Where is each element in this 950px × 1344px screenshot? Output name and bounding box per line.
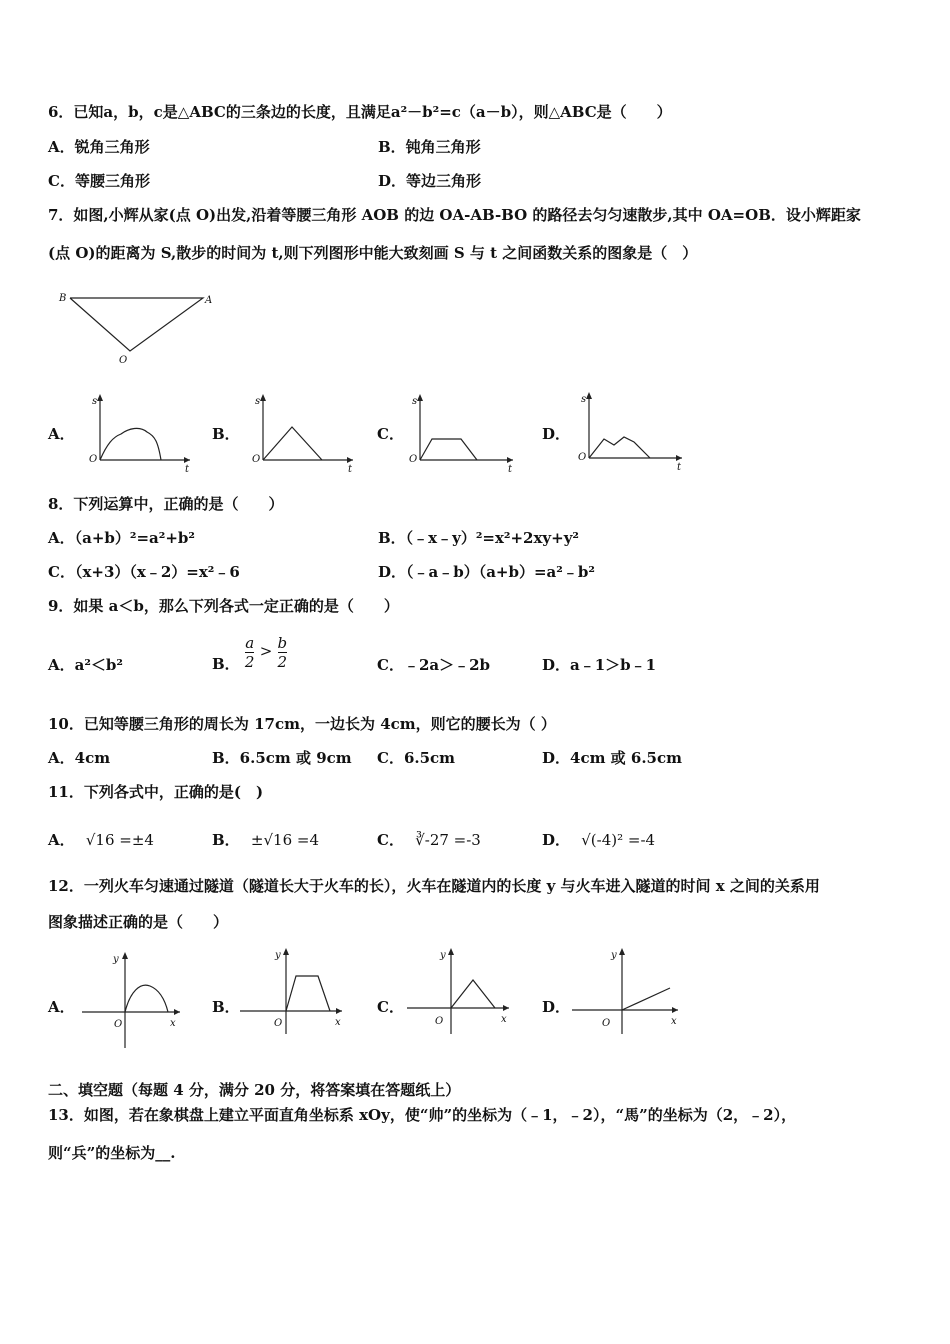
q7-d-xlabel: t (677, 462, 682, 473)
q7-stem-line2: (点 O)的距离为 S,散步的时间为 t,则下列图形中能大致刻画 S 与 t 之间函数关系的图象是（ ） (48, 244, 698, 262)
q12-d-ylabel: y (611, 950, 617, 961)
q7-b-origin: O (252, 454, 261, 465)
q7-graph-d[interactable] (574, 390, 689, 473)
q12-b-ylabel: y (275, 950, 281, 961)
q12-stem-line1: 12．一列火车匀速通过隧道（隧道长大于火车的长），火车在隧道内的长度 y 与火车进入隧道的时间 x 之间的关系用 (48, 877, 820, 895)
q9-option-b-letter: B． (212, 655, 240, 673)
q12-b-origin: O (274, 1018, 283, 1029)
q9-option-c[interactable]: C．﹣2a＞﹣2b (377, 656, 491, 674)
q6-option-c[interactable]: C．等腰三角形 (48, 172, 150, 190)
q9-option-a[interactable]: A．a²＜b² (48, 656, 123, 674)
q11-b-letter: B． (212, 831, 240, 849)
q11-c-expr: ∛-27 =-3 (415, 831, 481, 849)
q11-option-d[interactable] (542, 830, 655, 850)
q12-option-c-letter[interactable]: C． (377, 998, 404, 1016)
q7-graph-a[interactable] (85, 392, 195, 475)
q7-d-ylabel: s (581, 394, 587, 405)
q12-a-origin: O (114, 1019, 123, 1030)
q6-option-b[interactable]: B．钝角三角形 (378, 138, 481, 156)
q10-option-b[interactable]: B．6.5cm 或 9cm (212, 749, 352, 767)
q6-option-d[interactable]: D．等边三角形 (378, 172, 482, 190)
q9-stem: 9．如果 a＜b，那么下列各式一定正确的是（ ） (48, 597, 399, 615)
q7-triangle-figure (55, 285, 225, 370)
q7-d-origin: O (578, 452, 587, 463)
q10-option-c[interactable]: C．6.5cm (377, 749, 456, 767)
q11-d-expr: √(-4)² =-4 (581, 831, 656, 849)
q12-d-xlabel: x (671, 1016, 677, 1027)
q9-frac-b (278, 634, 288, 671)
q11-stem: 11．下列各式中，正确的是( ) (48, 783, 264, 801)
q9-frac-a (245, 634, 255, 671)
q7-graph-c[interactable] (405, 392, 520, 475)
q9-frac-a-den: 2 (244, 652, 255, 671)
q7-label-b: B (59, 293, 67, 304)
q12-graph-c[interactable] (405, 946, 515, 1036)
q11-option-c[interactable] (377, 830, 481, 850)
q12-graph-b[interactable] (238, 946, 348, 1036)
q7-a-ylabel: s (92, 396, 98, 407)
q7-label-o: O (119, 355, 128, 366)
q10-option-a[interactable]: A．4cm (48, 749, 111, 767)
q12-c-ylabel: y (440, 950, 446, 961)
q9-option-b[interactable] (212, 630, 287, 674)
q8-option-d[interactable]: D．（﹣a﹣b）（a+b）=a²﹣b² (378, 563, 595, 581)
q7-graph-b[interactable] (248, 392, 358, 475)
q9-gt-sign: > (259, 642, 273, 660)
q13-stem-line1: 13．如图，若在象棋盘上建立平面直角坐标系 xOy，使“帅”的坐标为（﹣1，﹣2），“馬”的坐标为（2，﹣2）， (48, 1106, 797, 1124)
q7-b-xlabel: t (348, 464, 353, 475)
q11-a-letter: A． (48, 831, 75, 849)
q12-a-ylabel: y (113, 954, 119, 965)
q9-frac-b-den: 2 (277, 652, 288, 671)
q11-d-letter: D． (542, 831, 571, 849)
q12-option-b-letter[interactable]: B． (212, 998, 240, 1016)
q12-b-xlabel: x (335, 1017, 341, 1028)
q12-option-a-letter[interactable]: A． (48, 998, 75, 1016)
q7-option-c-letter[interactable]: C． (377, 425, 404, 443)
q7-b-ylabel: s (255, 396, 261, 407)
q9-option-d[interactable]: D．a﹣1＞b﹣1 (542, 656, 657, 674)
q7-option-a-letter[interactable]: A． (48, 425, 75, 443)
q7-option-b-letter[interactable]: B． (212, 425, 240, 443)
q8-option-b[interactable]: B．（﹣x﹣y）²=x²+2xy+y² (378, 529, 580, 547)
q12-option-d-letter[interactable]: D． (542, 998, 571, 1016)
q8-option-c[interactable]: C．（x+3）（x﹣2）=x²﹣6 (48, 563, 240, 581)
q8-stem: 8．下列运算中，正确的是（ ） (48, 495, 284, 513)
q9-frac-a-num: a (245, 633, 255, 652)
q12-stem-line2: 图象描述正确的是（ ） (48, 913, 229, 931)
q11-option-b[interactable] (212, 830, 319, 850)
q11-a-expr: √16 =±4 (85, 831, 154, 849)
q7-c-xlabel: t (508, 464, 513, 475)
q6-stem: 6．已知a，b，c是△ABC的三条边的长度，且满足a²－b²=c（a－b），则△ABC是（ ） (48, 103, 672, 121)
q7-label-a: A (205, 295, 213, 306)
q12-c-origin: O (435, 1016, 444, 1027)
q7-a-xlabel: t (185, 464, 190, 475)
q9-frac-b-num: b (277, 633, 288, 652)
q7-c-origin: O (409, 454, 418, 465)
q7-stem-line1: 7．如图,小辉从家(点 O)出发,沿着等腰三角形 AOB 的边 OA-AB-BO 的路径去匀匀速散步,其中 OA=OB．设小辉距家 (48, 206, 861, 224)
q7-a-origin: O (89, 454, 98, 465)
q12-graph-a[interactable] (80, 950, 185, 1050)
q8-option-a[interactable]: A．（a+b）²=a²+b² (48, 529, 195, 547)
q12-graph-d[interactable] (570, 946, 685, 1036)
q7-c-ylabel: s (412, 396, 418, 407)
q13-stem-line2: 则“兵”的坐标为__. (48, 1144, 176, 1162)
q12-a-xlabel: x (170, 1018, 176, 1029)
q7-option-d-letter[interactable]: D． (542, 425, 571, 443)
q12-d-origin: O (602, 1018, 611, 1029)
q6-option-a[interactable]: A．锐角三角形 (48, 138, 150, 156)
q11-c-letter: C． (377, 831, 404, 849)
q10-stem: 10．已知等腰三角形的周长为 17cm，一边长为 4cm，则它的腰长为（ ） (48, 715, 556, 733)
q12-c-xlabel: x (501, 1014, 507, 1025)
q11-b-expr: ±√16 =4 (250, 831, 320, 849)
q11-option-a[interactable] (48, 830, 154, 850)
section2-title: 二、填空题（每题 4 分，满分 20 分，将答案填在答题纸上） (48, 1081, 461, 1099)
q10-option-d[interactable]: D．4cm 或 6.5cm (542, 749, 682, 767)
